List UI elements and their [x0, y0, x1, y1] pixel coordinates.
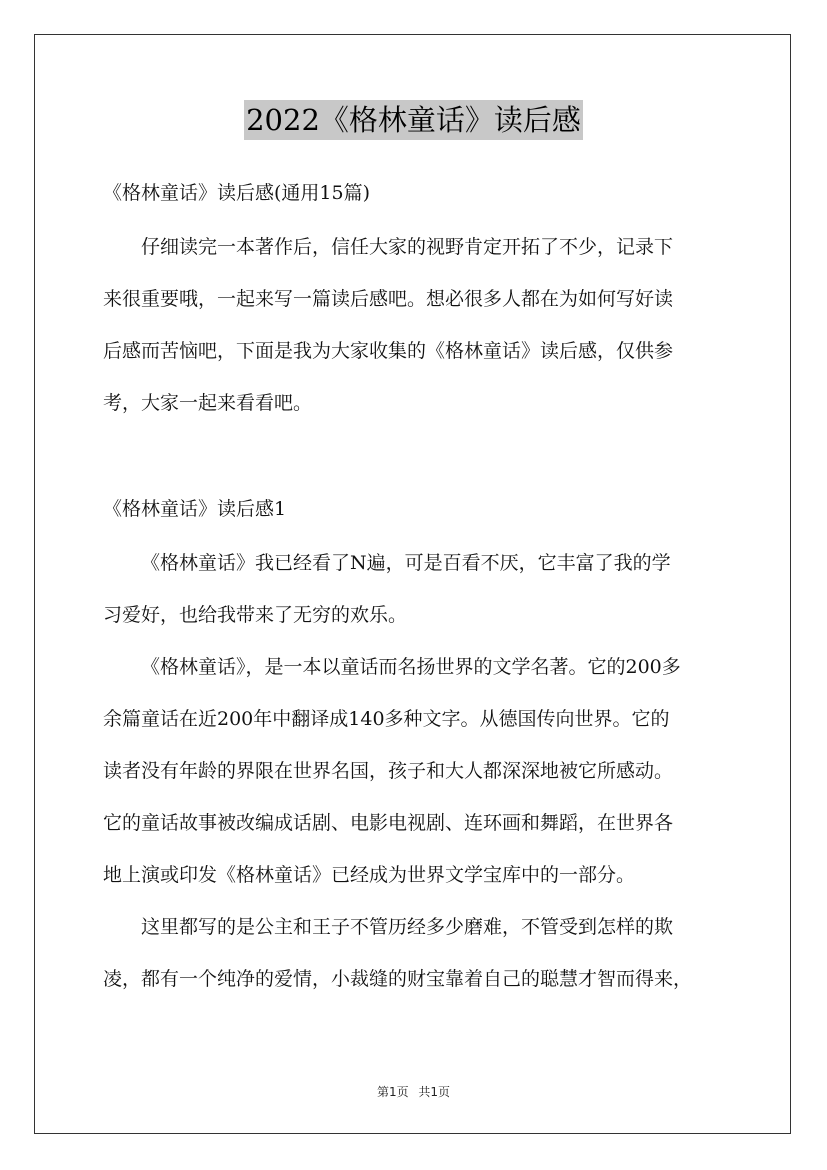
document-title: 2022《格林童话》读后感	[244, 100, 583, 140]
paragraph-line: 它的童话故事被改编成话剧、电影电视剧、连环画和舞蹈，在世界各	[103, 812, 674, 834]
paragraph-line: 《格林童话》，是一本以童话而名扬世界的文学名著。它的200多	[141, 656, 681, 678]
paragraph-line: 凌，都有一个纯净的爱情，小裁缝的财宝靠着自己的聪慧才智而得来，	[103, 968, 693, 990]
intro-line: 考，大家一起来看看吧。	[103, 392, 313, 414]
intro-line: 来很重要哦，一起来写一篇读后感吧。想必很多人都在为如何写好读	[103, 288, 674, 310]
page-number: 第1页	[376, 1085, 409, 1099]
title-wrap	[0, 100, 827, 140]
document-subtitle: 《格林童话》读后感(通用15篇)	[103, 182, 371, 204]
document-body	[103, 178, 731, 994]
paragraph-line: 地上演或印发《格林童话》已经成为世界文学宝库中的一部分。	[103, 864, 636, 886]
page-footer	[0, 1083, 827, 1100]
section-heading: 《格林童话》读后感1	[103, 498, 287, 520]
intro-line: 仔细读完一本著作后，信任大家的视野肯定开拓了不少，记录下	[141, 236, 674, 258]
page-total: 共1页	[418, 1085, 451, 1099]
paragraph-line: 余篇童话在近200年中翻译成140多种文字。从德国传向世界。它的	[103, 708, 670, 730]
paragraph-line: 读者没有年龄的界限在世界名国，孩子和大人都深深地被它所感动。	[103, 760, 674, 782]
intro-line: 后感而苦恼吧，下面是我为大家收集的《格林童话》读后感，仅供参	[103, 340, 674, 362]
paragraph-line: 习爱好，也给我带来了无穷的欢乐。	[103, 604, 408, 626]
paragraph-line: 《格林童话》我已经看了N遍，可是百看不厌，它丰富了我的学	[141, 552, 671, 574]
paragraph-line: 这里都写的是公主和王子不管历经多少磨难，不管受到怎样的欺	[141, 916, 674, 938]
